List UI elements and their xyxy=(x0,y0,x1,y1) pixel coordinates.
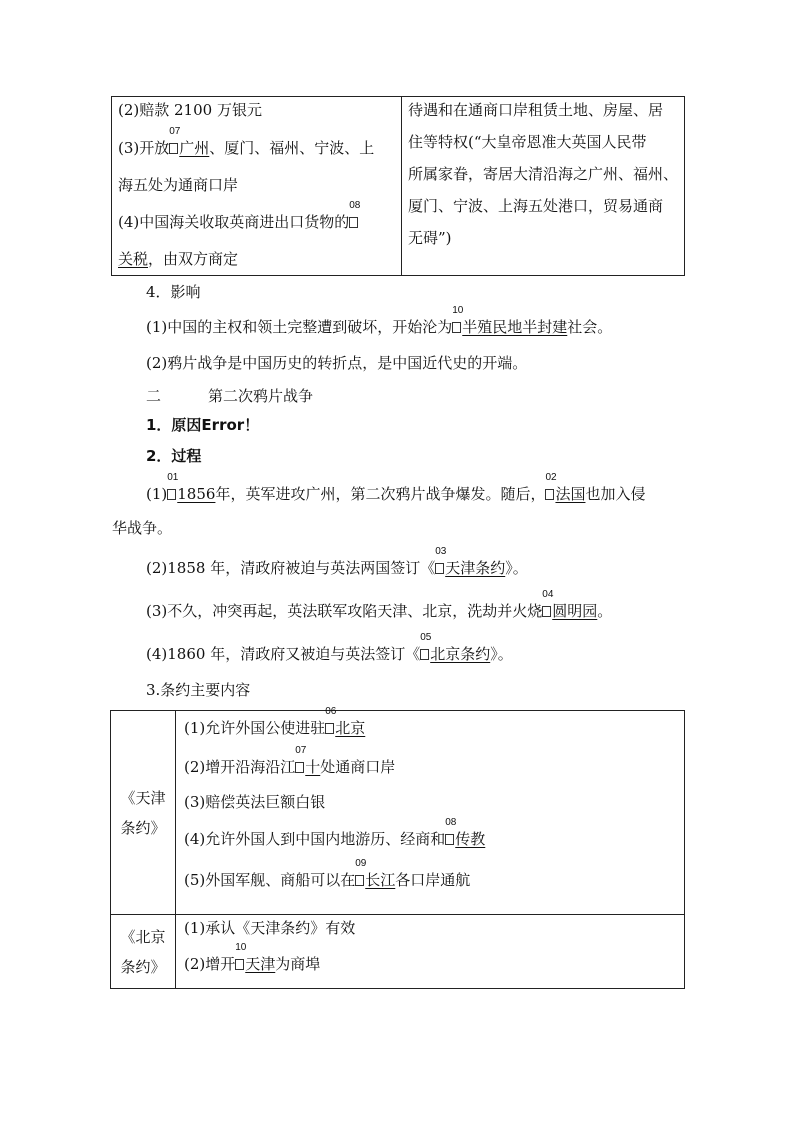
tianjin-treaty-items xyxy=(176,706,685,915)
paragraph xyxy=(146,305,613,337)
text-run: (2)增开 xyxy=(184,955,236,973)
label-line: 条约》 xyxy=(120,957,166,976)
answer-blank xyxy=(325,706,337,738)
answer-blank xyxy=(355,858,367,890)
paragraph-continuation: 华战争。 xyxy=(112,519,173,537)
treaty-heading: 3.条约主要内容 xyxy=(146,681,251,699)
blank-box xyxy=(542,606,551,617)
text-run: 为商埠 xyxy=(275,955,321,973)
text-line: 住等特权(“大皇帝恩准大英国人民带 xyxy=(407,133,647,151)
answer-text: 1856 xyxy=(177,485,216,503)
text-run: (1) xyxy=(146,485,168,503)
text-run: 社会。 xyxy=(567,318,613,336)
blank-number: 10 xyxy=(235,942,247,953)
nanjing-treaty-table xyxy=(111,96,685,276)
blank-number: 03 xyxy=(435,546,447,557)
answer-blank xyxy=(435,546,447,578)
cause-heading: 1．原因Error！ xyxy=(146,416,260,434)
answer-blank xyxy=(235,942,247,974)
answer-text: 北京 xyxy=(335,719,366,737)
answer-blank xyxy=(545,472,557,504)
text-run: 。 xyxy=(597,602,613,620)
text-line: (2)赔款 2100 万银元 xyxy=(118,101,262,119)
treaty-item: (1)承认《天津条约》有效 xyxy=(184,919,356,937)
answer-text: 天津 xyxy=(245,955,276,973)
answer-blank xyxy=(169,126,181,158)
text-line: 所属家眷，寄居大清沿海之广州、福州、 xyxy=(407,165,678,183)
text-run: (4)1860 年，清政府又被迫与英法签订《 xyxy=(146,645,421,663)
blank-number: 01 xyxy=(167,472,179,483)
beijing-treaty-items xyxy=(176,915,685,989)
paragraph xyxy=(146,632,513,664)
text-run: (4)中国海关收取英商进出口货物的 xyxy=(118,213,350,231)
blank-box xyxy=(452,322,461,333)
blank-box xyxy=(169,143,178,154)
treaty-item xyxy=(184,817,676,849)
text-run: (4)允许外国人到中国内地游历、经商和 xyxy=(184,830,446,848)
treaty-privileges-cell xyxy=(401,97,684,276)
blank-number: 06 xyxy=(325,706,337,717)
blank-number: 09 xyxy=(355,858,367,869)
paragraph xyxy=(146,546,528,578)
treaty-item xyxy=(184,942,676,974)
blank-number: 04 xyxy=(542,589,554,600)
answer-blank xyxy=(445,817,457,849)
section-title-text: 第二次鸦片战争 xyxy=(208,387,314,405)
treaty-item: (3)赔偿英法巨额白银 xyxy=(184,793,326,811)
blank-number: 02 xyxy=(545,472,557,483)
blank-number: 08 xyxy=(349,200,361,211)
blank-box xyxy=(355,875,364,886)
paragraph: (2)鸦片战争是中国历史的转折点，是中国近代史的开端。 xyxy=(146,354,528,372)
text-line: 无碍”) xyxy=(407,229,452,247)
text-run: (2)1858 年，清政府被迫与英法两国签订《 xyxy=(146,559,436,577)
section-heading: 4．影响 xyxy=(146,283,201,301)
text-run: 》。 xyxy=(505,559,528,577)
text-line: 待遇和在通商口岸租赁土地、房屋、居 xyxy=(407,101,663,119)
answer-text: 十 xyxy=(305,758,321,776)
answer-blank xyxy=(349,200,361,232)
text-line xyxy=(118,249,395,269)
answer-text: 广州 xyxy=(179,139,210,157)
answer-blank xyxy=(295,745,307,777)
treaty-content-table xyxy=(110,706,685,989)
blank-box xyxy=(349,217,358,228)
text-run: (2)增开沿海沿江 xyxy=(184,758,296,776)
blank-number: 05 xyxy=(420,632,432,643)
text-run: (1)中国的主权和领土完整遭到破坏，开始沦为 xyxy=(146,318,453,336)
blank-number: 07 xyxy=(295,745,307,756)
label-line: 条约》 xyxy=(120,818,166,837)
text-run: (3)不久，冲突再起，英法联军攻陷天津、北京，洗劫并火烧 xyxy=(146,602,543,620)
answer-blank xyxy=(542,589,554,621)
text-run: ，由双方商定 xyxy=(148,250,239,268)
label-line: 《北京 xyxy=(120,927,166,946)
text-run: 处通商口岸 xyxy=(320,758,396,776)
answer-text: 天津条约 xyxy=(445,559,506,577)
treaty-content-cell xyxy=(112,97,402,276)
blank-box xyxy=(545,489,554,500)
blank-box xyxy=(325,723,334,734)
blank-number: 08 xyxy=(445,817,457,828)
answer-text: 法国 xyxy=(555,485,586,503)
beijing-treaty-label xyxy=(111,915,176,989)
paragraph xyxy=(146,472,646,504)
text-run: 各口岸通航 xyxy=(395,871,471,889)
text-run: 、厦门、福州、宁波、上 xyxy=(209,139,375,157)
section-number: 二 xyxy=(146,387,162,405)
answer-text: 圆明园 xyxy=(552,602,598,620)
answer-blank xyxy=(167,472,179,504)
text-run: (5)外国军舰、商船可以在 xyxy=(184,871,356,889)
text-line xyxy=(118,126,395,158)
blank-box xyxy=(435,563,444,574)
blank-box xyxy=(420,649,429,660)
blank-box xyxy=(445,834,454,845)
answer-text: 长江 xyxy=(365,871,396,889)
text-run: 年，英军进攻广州，第二次鸦片战争爆发。随后， xyxy=(215,485,546,503)
blank-number: 10 xyxy=(452,305,464,316)
answer-text: 传教 xyxy=(455,830,486,848)
treaty-item xyxy=(184,706,676,738)
answer-text: 半殖民地半封建 xyxy=(462,318,568,336)
tianjin-treaty-label xyxy=(111,711,176,915)
text-run: (3)开放 xyxy=(118,139,170,157)
text-run: 也加入侵 xyxy=(585,485,646,503)
answer-text: 北京条约 xyxy=(430,645,491,663)
blank-box xyxy=(167,489,176,500)
text-run: (1)允许外国公使进驻 xyxy=(184,719,326,737)
treaty-item xyxy=(184,858,676,890)
text-run: 》。 xyxy=(490,645,513,663)
section-title xyxy=(146,386,313,406)
treaty-item xyxy=(184,745,676,777)
answer-blank xyxy=(452,305,464,337)
process-heading: 2．过程 xyxy=(146,447,202,465)
paragraph xyxy=(146,589,613,621)
blank-box xyxy=(295,762,304,773)
label-line: 《天津 xyxy=(120,788,166,807)
blank-number: 07 xyxy=(169,126,181,137)
text-line xyxy=(118,200,395,232)
text-line: 厦门、宁波、上海五处港口，贸易通商 xyxy=(407,197,663,215)
blank-box xyxy=(235,959,244,970)
answer-blank xyxy=(420,632,432,664)
text-line: 海五处为通商口岸 xyxy=(118,176,239,194)
answer-text: 关税 xyxy=(118,250,149,268)
